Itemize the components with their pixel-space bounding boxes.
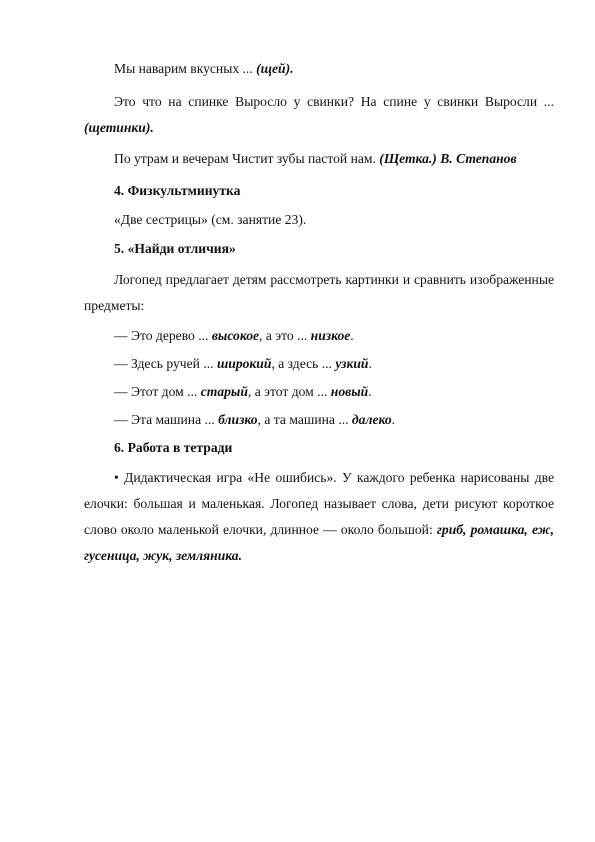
section6-word-list: гриб, ромашка, еж, гусеница, жук, земляника. [84,522,554,563]
riddle-soup [84,56,554,82]
comparison-text: , а этот дом ... [247,384,331,399]
section5-heading: 5. «Найди отличия» [114,241,236,256]
comparison-text: , а это ... [259,328,311,343]
comparison-item-car [84,407,554,433]
section4-heading: 4. Физкультминутка [114,183,241,198]
comparison-item-tree [84,323,554,349]
comparison-answer: старый [200,384,248,399]
riddle-bristles [84,89,554,141]
comparison-text: . [391,412,396,427]
section4-text: «Две сестрицы» (см. занятие 23). [114,212,307,227]
comparison-text: — Эта машина ... [114,412,219,427]
comparison-answer: широкий [216,356,272,371]
document-page [84,56,554,569]
comparison-text: — Этот дом ... [114,384,201,399]
section5-intro: Логопед предлагает детям рассмотреть картинки и сравнить изображенные предметы: [84,272,554,313]
comparison-text: . [368,356,372,371]
riddle-brush [84,146,554,172]
comparison-answer: низкое [310,328,351,343]
comparison-text: — Здесь ручей ... [114,356,217,371]
section6-text [84,465,554,569]
comparison-item-house [84,379,554,405]
comparison-text: . [350,328,354,343]
riddle-soup-text: Мы наварим вкусных ... [114,61,257,76]
riddle-bristles-answer: (щетинки). [84,120,154,135]
comparison-answer: узкий [335,356,369,371]
comparison-text: , а здесь ... [271,356,336,371]
riddle-brush-answer: (Щетка.) В. Степанов [379,151,517,166]
riddle-bristles-text: Это что на спинке Выросло у свинки? На спине у свинки Выросли ... [114,94,554,109]
comparison-answer: высокое [211,328,260,343]
riddle-brush-text: По утрам и вечерам Чистит зубы пастой нам. [114,151,380,166]
comparison-answer: далеко [351,412,392,427]
comparison-item-stream [84,351,554,377]
comparison-text: , а та машина ... [257,412,352,427]
comparison-text: . [368,384,372,399]
comparison-answer: новый [330,384,369,399]
comparison-text: — Это дерево ... [114,328,212,343]
section6-heading: 6. Работа в тетради [114,440,233,455]
comparison-answer: близко [218,412,258,427]
riddle-soup-answer: (щей). [256,61,294,76]
section6-instructions: • Дидактическая игра «Не ошибись». У каждого ребенка нарисованы две елочки: большая и маленькая. Логопед называет слова, дети рисуют короткое слово около маленькой елочки, длинное — около большой: [84,470,554,537]
